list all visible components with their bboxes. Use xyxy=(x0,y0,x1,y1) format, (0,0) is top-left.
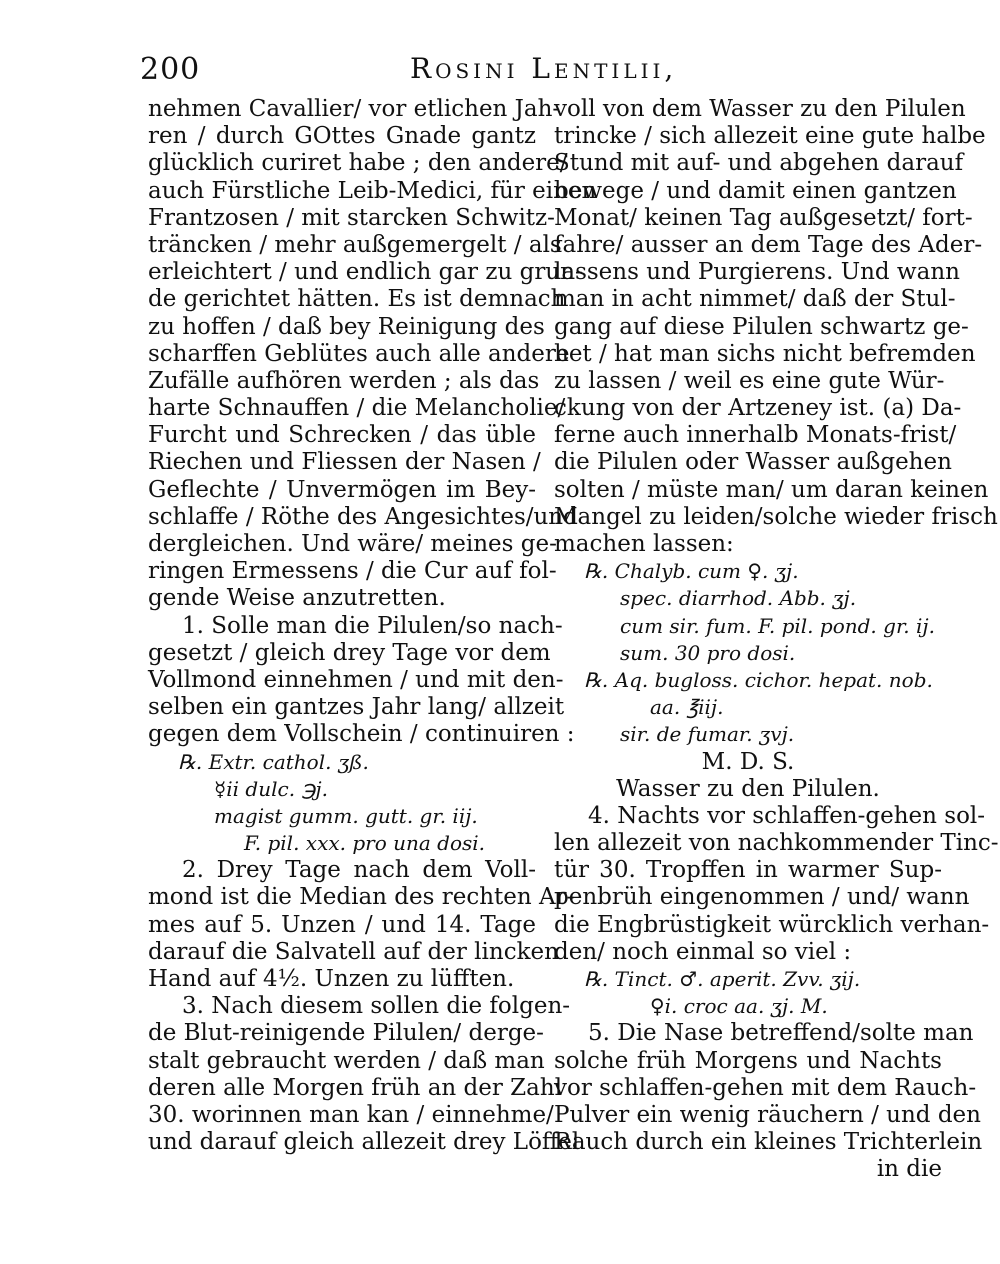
text-line: Frantzosen / mit starcken Schwitz- xyxy=(148,204,555,231)
text-line: harte Schnauffen / die Melancholie/ xyxy=(148,395,566,422)
recipe-signature: M. D. S. xyxy=(701,748,795,775)
text-line: 2. Drey Tage nach dem Voll- xyxy=(182,857,536,884)
text-line: 30. worinnen man kan / einnehme/ xyxy=(148,1101,554,1128)
text-line: gende Weise anzutretten. xyxy=(148,585,446,612)
text-line: den/ noch einmal so viel : xyxy=(554,938,852,965)
right-column xyxy=(554,96,999,1184)
text-line: Mangel zu leiden/solche wieder frisch xyxy=(554,503,998,530)
text-line: de gerichtet hätten. Es ist demnach xyxy=(148,286,566,313)
text-line: machen lassen: xyxy=(554,531,734,557)
text-line: mond ist die Median des rechten Ar- xyxy=(148,884,575,911)
text-line: solche früh Morgens und Nachts xyxy=(554,1047,942,1074)
text-line: penbrüh eingenommen / und/ wann xyxy=(554,884,970,911)
text-line: ckung von der Artzeney ist. (a) Da- xyxy=(554,395,962,422)
text-line: gang auf diese Pilulen schwartz ge- xyxy=(554,313,969,340)
page-number: 200 xyxy=(140,52,201,87)
recipe-line: ℞. Chalyb. cum ♀. ʒj. xyxy=(584,559,799,584)
recipe-line: spec. diarrhod. Abb. ʒj. xyxy=(620,586,857,611)
text-line: Rauch durch ein kleines Trichterlein xyxy=(554,1129,983,1156)
text-line: het / hat man sichs nicht befremden xyxy=(554,340,976,367)
text-line: selben ein gantzes Jahr lang/ allzeit xyxy=(148,694,565,721)
recipe-line: ☿ii dulc. ℈j. xyxy=(214,776,328,801)
text-line: man in acht nimmet/ daß der Stul- xyxy=(554,286,956,313)
text-line: glücklich curiret habe ; den andere/ xyxy=(148,150,568,177)
text-line: 5. Die Nase betreffend/solte man xyxy=(588,1020,974,1047)
text-line: zu lassen / weil es eine gute Wür- xyxy=(554,367,945,394)
text-line: 4. Nachts vor schlaffen-gehen sol- xyxy=(588,802,986,829)
text-line: 3. Nach diesem sollen die folgen- xyxy=(182,993,571,1020)
text-line: lassens und Purgierens. Und wann xyxy=(554,259,960,286)
text-line: und darauf gleich allezeit drey Löffel xyxy=(148,1129,580,1156)
recipe-line: sum. 30 pro dosi. xyxy=(620,640,796,665)
text-line: träncken / mehr außgemergelt / als xyxy=(148,231,562,258)
recipe-line: cum sir. fum. F. pil. pond. gr. ij. xyxy=(620,613,935,638)
text-line: mes auf 5. Unzen / und 14. Tage xyxy=(148,911,536,938)
text-line: erleichtert / und endlich gar zu grun- xyxy=(148,259,583,286)
text-line: ferne auch innerhalb Monats-frist/ xyxy=(554,422,957,449)
text-line: auch Fürstliche Leib-Medici, für einen xyxy=(148,177,597,204)
text-line: tür 30. Tropffen in warmer Sup- xyxy=(554,857,942,884)
text-line: die Engbrüstigkeit würcklich verhan- xyxy=(554,911,990,938)
text-line: dergleichen. Und wäre/ meines ge- xyxy=(148,531,557,557)
text-line: vor schlaffen-gehen mit dem Rauch- xyxy=(554,1074,977,1101)
recipe-line: F. pil. xxx. pro una dosi. xyxy=(244,831,486,856)
recipe-line: aa. ℥iij. xyxy=(650,695,724,720)
text-line: darauf die Salvatell auf der lincken xyxy=(148,938,559,965)
text-line: scharffen Geblütes auch alle andere xyxy=(148,340,570,367)
catchword: in die xyxy=(876,1156,942,1183)
text-line: gesetzt / gleich drey Tage vor dem xyxy=(148,639,551,666)
text-line: die Pilulen oder Wasser außgehen xyxy=(554,449,952,476)
text-line: fahre/ ausser an dem Tage des Ader- xyxy=(554,231,983,258)
text-line: Monat/ keinen Tag außgesetzt/ fort- xyxy=(554,204,973,231)
text-line: bewege / und damit einen gantzen xyxy=(554,177,957,204)
text-line: len allezeit von nachkommender Tinc- xyxy=(554,830,999,857)
recipe-caption: Wasser zu den Pilulen. xyxy=(616,775,880,802)
recipe-line: ♀i. croc aa. ʒj. M. xyxy=(650,994,828,1019)
text-line: Geflechte / Unvermögen im Bey- xyxy=(148,476,536,503)
left-column xyxy=(148,96,597,1156)
text-line: Furcht und Schrecken / das üble xyxy=(148,422,536,449)
recipe-line: ℞. Aq. bugloss. cichor. hepat. nob. xyxy=(584,667,933,692)
text-line: deren alle Morgen früh an der Zahl xyxy=(148,1074,563,1101)
text-line: nehmen Cavallier/ vor etlichen Jah- xyxy=(148,96,561,122)
text-line: zu hoffen / daß bey Reinigung des xyxy=(148,313,545,340)
recipe-line: magist gumm. gutt. gr. iij. xyxy=(214,803,478,828)
text-line: Hand auf 4½. Unzen zu lüfften. xyxy=(148,966,515,992)
text-line: Vollmond einnehmen / und mit den- xyxy=(148,666,564,693)
text-line: Riechen und Fliessen der Nasen / xyxy=(148,449,541,476)
text-line: 1. Solle man die Pilulen/so nach- xyxy=(182,612,563,639)
text-line: schlaffe / Röthe des Angesichtes/und xyxy=(148,503,578,530)
text-line: trincke / sich allezeit eine gute halbe xyxy=(554,123,986,150)
recipe-line: sir. de fumar. ʒvj. xyxy=(620,722,795,747)
page-header xyxy=(140,52,940,92)
text-line: gegen dem Vollschein / continuiren : xyxy=(148,721,575,748)
text-line: Zufälle aufhören werden ; als das xyxy=(148,367,540,394)
text-line: Stund mit auf- und abgehen darauf xyxy=(554,150,964,177)
text-line: solten / müste man/ um daran keinen xyxy=(554,476,989,503)
recipe-line: ℞. Extr. cathol. ʒß. xyxy=(178,749,369,774)
text-line: ringen Ermessens / die Cur auf fol- xyxy=(148,558,557,585)
text-line: de Blut-reinigende Pilulen/ derge- xyxy=(148,1020,544,1047)
running-head: Rosini Lentilii, xyxy=(410,52,678,85)
text-line: voll von dem Wasser zu den Pilulen xyxy=(554,96,966,122)
text-line: Pulver ein wenig räuchern / und den xyxy=(554,1101,981,1128)
text-line: stalt gebraucht werden / daß man xyxy=(148,1047,545,1074)
recipe-line: ℞. Tinct. ♂. aperit. Zvv. ʒij. xyxy=(584,967,861,991)
text-line: ren / durch GOttes Gnade gantz xyxy=(148,123,536,150)
